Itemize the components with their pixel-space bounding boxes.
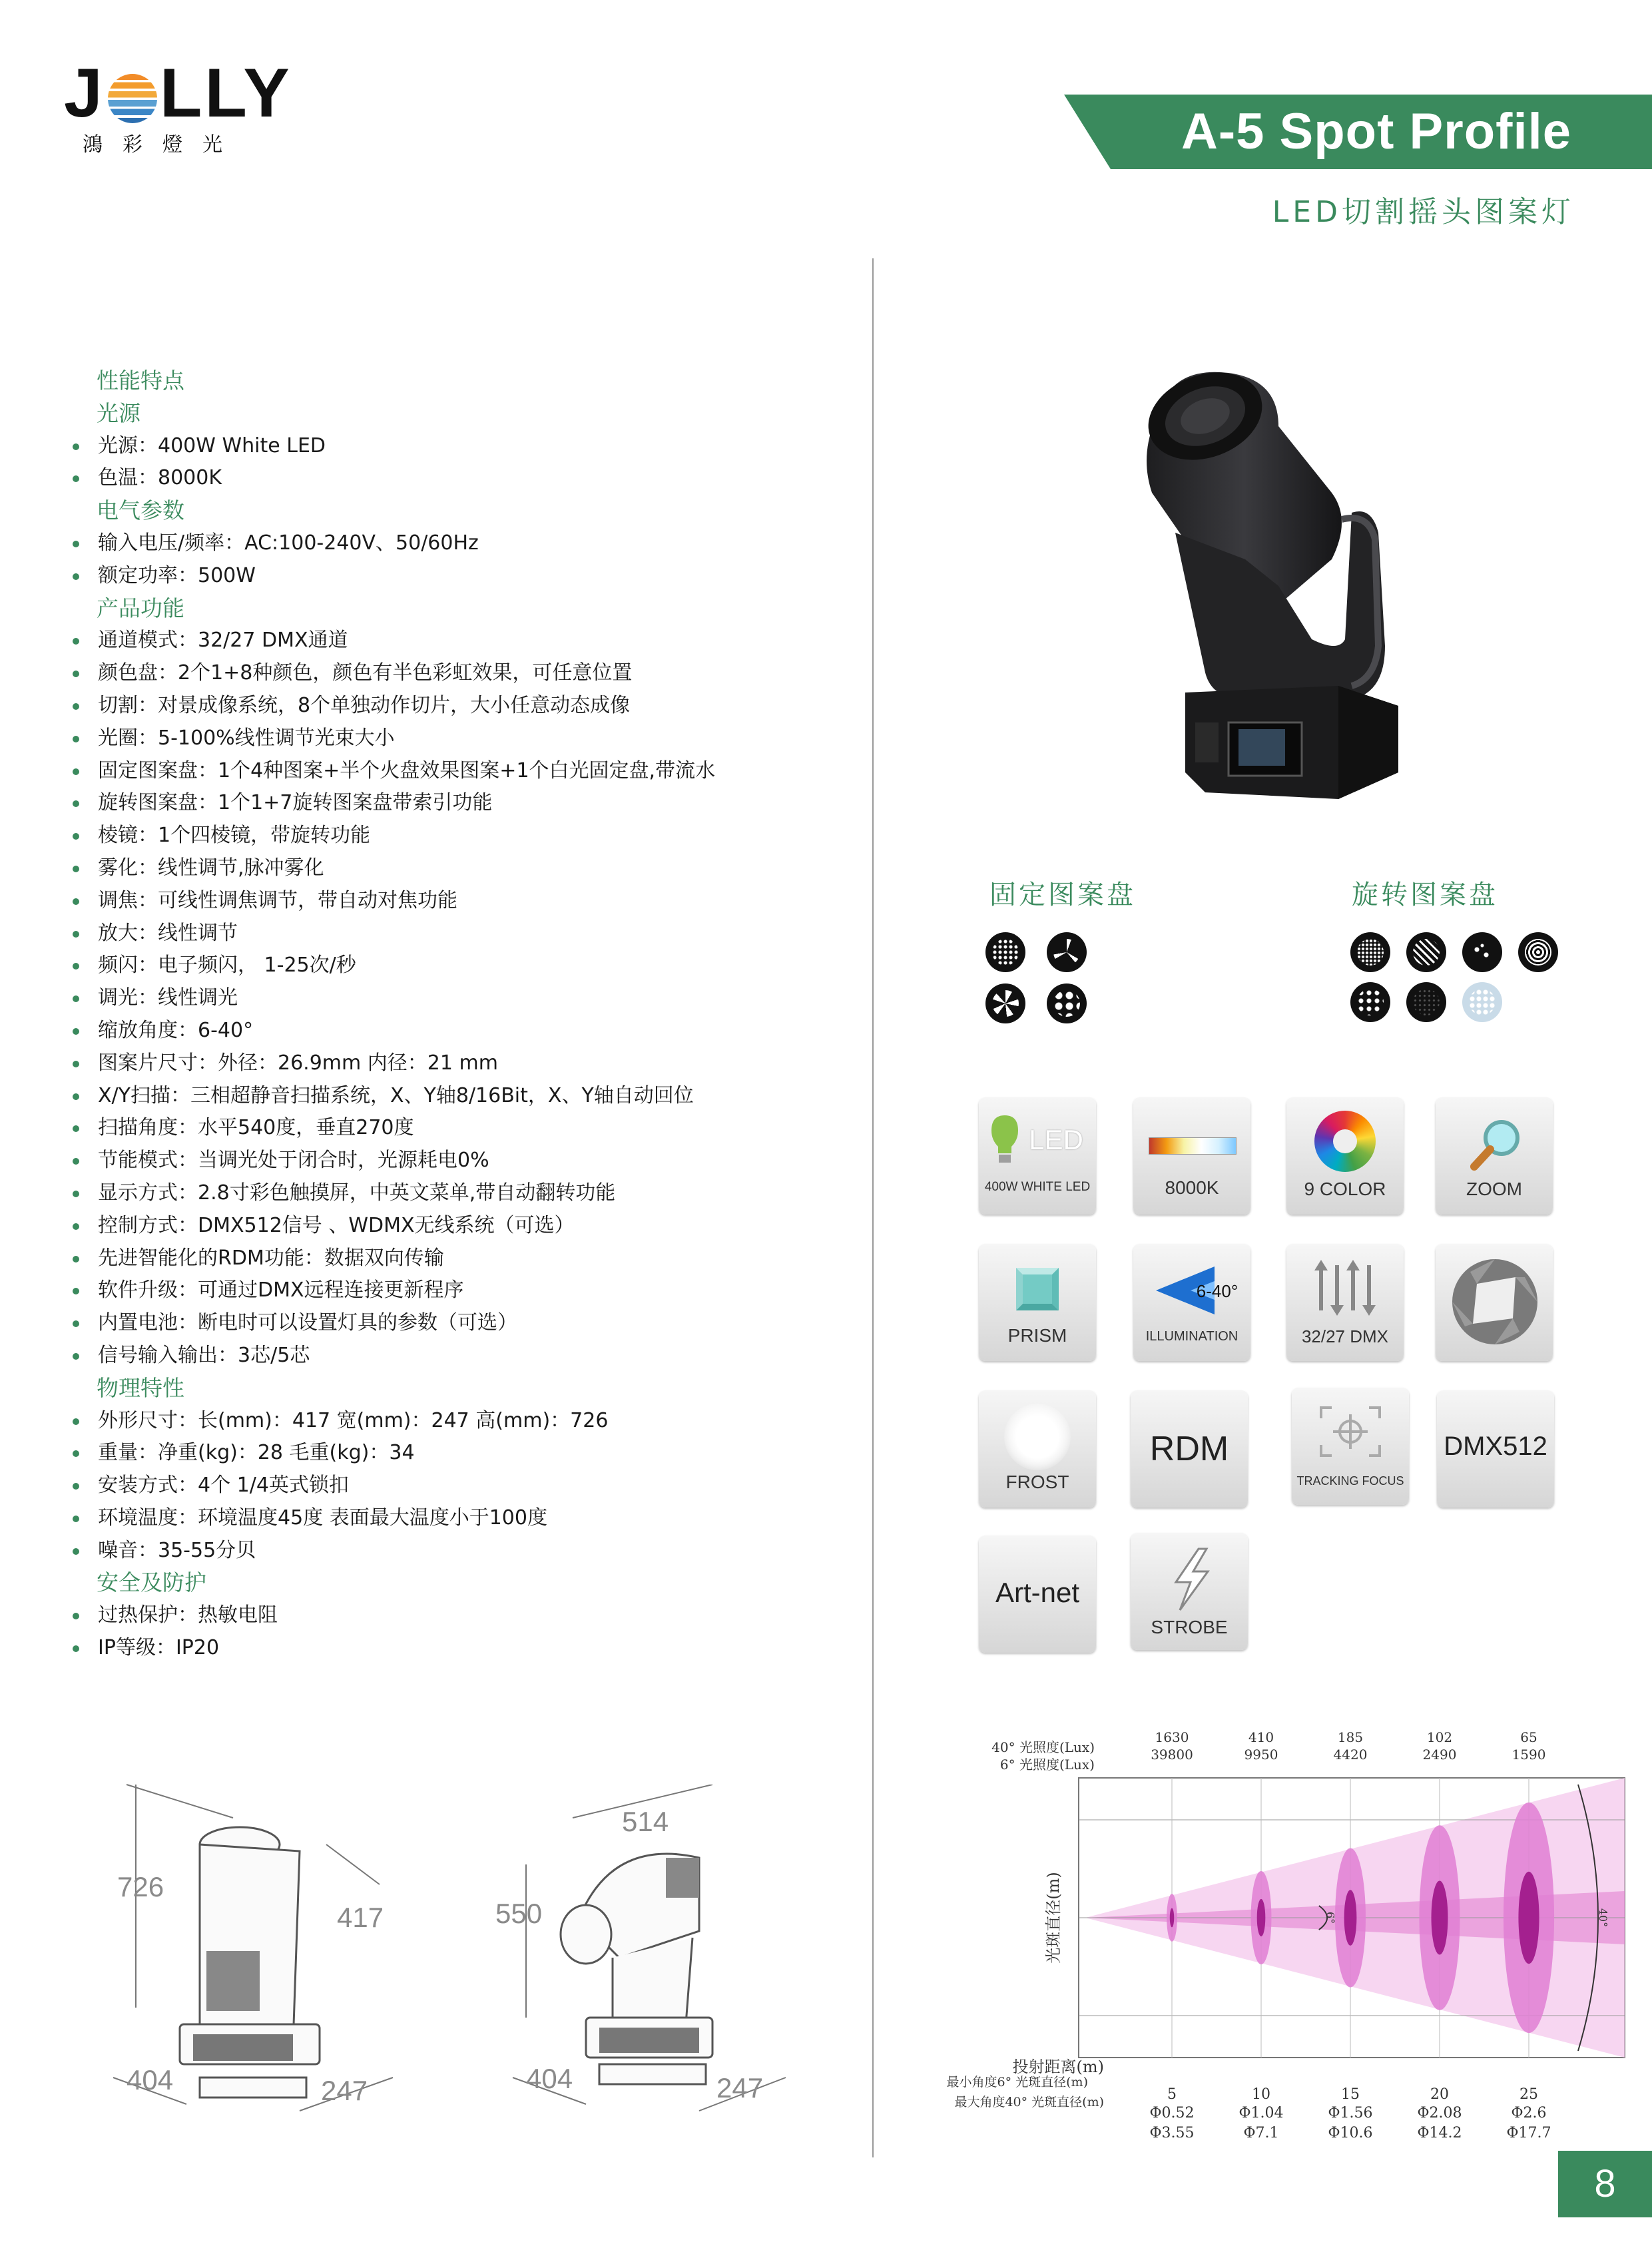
spec-item: IP等级：IP20 — [97, 1632, 856, 1665]
lux6-value: 4420 — [1333, 1747, 1368, 1763]
page-title: A-5 Spot Profile — [1181, 103, 1571, 160]
spec-item: 固定图案盘：1个4种图案+半个火盘效果图案+1个白光固定盘,带流水 — [97, 755, 856, 788]
feature-tile-9-color — [1286, 1097, 1404, 1215]
spec-item: 内置电池：断电时可以设置灯具的参数（可选） — [97, 1307, 856, 1340]
feature-tile-led — [979, 1097, 1096, 1215]
illumination-label: ILLUMINATION — [1145, 1329, 1239, 1344]
strobe-label: STROBE — [1151, 1617, 1228, 1637]
spec-item: 切割：对景成像系统，8个单独动作切片，大小任意动态成像 — [97, 690, 856, 722]
logo-letter-j: J — [64, 55, 105, 132]
arrows-icon — [1312, 1259, 1378, 1316]
spot-6-ellipse — [1344, 1890, 1357, 1946]
fixed-gobo-title: 固定图案盘 — [989, 880, 1136, 910]
feature-tile-prism — [979, 1244, 1096, 1361]
feature-tile-dmx512 — [1437, 1390, 1554, 1508]
rotating-gobo-title: 旋转图案盘 — [1352, 880, 1498, 910]
rotating-gobo-6 — [1406, 982, 1446, 1022]
distance-value: 20 — [1430, 2086, 1449, 2103]
lux40-value: 1630 — [1155, 1729, 1189, 1745]
iris-shutter-icon — [1450, 1257, 1539, 1346]
spec-item: 雾化：线性调节,脉冲雾化 — [97, 852, 856, 885]
lux6-value: 2490 — [1422, 1747, 1457, 1763]
rotating-gobo-5 — [1350, 982, 1390, 1022]
feature-tile-frost — [979, 1390, 1096, 1508]
spec-item: 缩放角度：6-40° — [97, 1015, 856, 1047]
fixed-gobo-3 — [985, 983, 1025, 1023]
front-depth-label: 417 — [337, 1902, 384, 1933]
diameter-40-value: Φ17.7 — [1506, 2125, 1551, 2137]
side-small-label: 247 — [716, 2072, 764, 2103]
lux6-row-label: 6° 光照度(Lux) — [999, 1757, 1095, 1773]
distance-value: 15 — [1341, 2086, 1360, 2103]
spec-item: 过热保护：热敏电阻 — [97, 1599, 856, 1632]
frost-label: FROST — [1005, 1472, 1069, 1492]
distance-value: 10 — [1252, 2086, 1270, 2103]
diameter-40-value: Φ10.6 — [1328, 2125, 1373, 2137]
feature-tile-rdm — [1131, 1390, 1248, 1508]
spec-section-heading: 物理特性 — [97, 1374, 184, 1401]
zoom-icon — [1465, 1115, 1525, 1175]
artnet-label: Art-net — [995, 1577, 1080, 1608]
rotating-gobo-4 — [1518, 932, 1558, 972]
color-wheel-icon — [1314, 1111, 1376, 1172]
led-caption: 400W WHITE LED — [984, 1180, 1091, 1194]
spec-item: 通道模式：32/27 DMX通道 — [97, 625, 856, 657]
logo-letters-lly: LLY — [159, 55, 292, 132]
rotating-gobo-2 — [1406, 932, 1446, 972]
spec-item: 扫描角度：水平540度，垂直270度 — [97, 1112, 856, 1145]
tracking-focus-label: TRACKING FOCUS — [1296, 1474, 1404, 1488]
spec-item: 先进智能化的RDM功能：数据双向传输 — [97, 1243, 856, 1275]
feature-tile-artnet — [979, 1536, 1096, 1653]
feature-tile-8000k — [1133, 1097, 1250, 1215]
spec-section-heading: 产品功能 — [97, 595, 184, 621]
spec-section-heading: 安全及防护 — [97, 1569, 206, 1596]
spec-item: X/Y扫描：三相超静音扫描系统，X、Y轴8/16Bit，X、Y轴自动回位 — [97, 1080, 856, 1113]
fixed-gobo-1 — [985, 932, 1025, 972]
lux6-value: 39800 — [1151, 1747, 1193, 1763]
diameter-40-value: Φ14.2 — [1417, 2125, 1462, 2137]
angle-6-label: 6° — [1324, 1911, 1337, 1924]
spot-6-ellipse — [1432, 1880, 1448, 1954]
feature-tile-dmx-channels — [1286, 1244, 1404, 1361]
front-width-label: 404 — [127, 2064, 174, 2096]
min-angle-row-label: 最小角度6° 光斑直径(m) — [946, 2075, 1088, 2090]
spec-item: 调焦：可线性调焦调节，带自动对焦功能 — [97, 885, 856, 918]
y-axis-label: 光斑直径(m) — [1044, 1872, 1063, 1964]
diameter-40-value: Φ3.55 — [1149, 2125, 1195, 2137]
logo-sun-icon — [108, 74, 157, 123]
lux40-value: 102 — [1426, 1729, 1453, 1745]
rdm-label: RDM — [1149, 1430, 1229, 1468]
spec-item: 控制方式：DMX512信号 、WDMX无线系统（可选） — [97, 1210, 856, 1243]
spec-list — [97, 365, 856, 1665]
lux40-row-label: 40° 光照度(Lux) — [991, 1739, 1095, 1755]
tracking-focus-icon — [1318, 1405, 1382, 1458]
feature-tile-strobe — [1131, 1533, 1248, 1650]
spec-item: 外形尺寸：长(mm)：417 宽(mm)：247 高(mm)：726 — [97, 1405, 856, 1438]
spec-item: 光圈：5-100%线性调节光束大小 — [97, 722, 856, 755]
distance-value: 25 — [1519, 2086, 1538, 2103]
spec-item: 棱镜：1个四棱镜，带旋转功能 — [97, 820, 856, 852]
spec-item: 噪音：35-55分贝 — [97, 1535, 856, 1567]
spec-item: 软件升级：可通过DMX远程连接更新程序 — [97, 1274, 856, 1307]
fixed-gobo-2 — [1047, 932, 1087, 972]
dmx-channels-label: 32/27 DMX — [1301, 1326, 1389, 1346]
diameter-40-value: Φ7.1 — [1243, 2125, 1279, 2137]
logo-chinese-name: 鴻彩燈光 — [83, 133, 242, 156]
diameter-6-value: Φ2.6 — [1511, 2105, 1547, 2121]
spec-item: 显示方式：2.8寸彩色触摸屏，中英文菜单,带自动翻转功能 — [97, 1177, 856, 1210]
prism-icon — [1009, 1261, 1065, 1317]
spec-item: 调光：线性调光 — [97, 982, 856, 1015]
page-number: 8 — [1558, 2151, 1652, 2217]
lightning-icon — [1164, 1546, 1217, 1613]
spec-item: 信号输入输出：3芯/5芯 — [97, 1340, 856, 1372]
spec-section-heading: 性能特点 — [97, 368, 184, 394]
spec-item: 放大：线性调节 — [97, 918, 856, 950]
spec-item: 色温：8000K — [97, 462, 856, 495]
spec-item: 环境温度：环境温度45度 表面最大温度小于100度 — [97, 1502, 856, 1535]
spec-item: 光源：400W White LED — [97, 430, 856, 463]
feature-tile-iris — [1436, 1244, 1553, 1361]
color-temperature-bar — [1149, 1137, 1237, 1155]
spec-item: 图案片尺寸：外径：26.9mm 内径：21 mm — [97, 1047, 856, 1080]
spec-item: 输入电压/频率：AC:100-240V、50/60Hz — [97, 527, 856, 560]
rotating-gobo-3 — [1462, 932, 1502, 972]
product-image — [1112, 360, 1418, 812]
spec-item: 节能模式：当调光处于闭合时，光源耗电0% — [97, 1145, 856, 1177]
page-subtitle: LED切割摇头图案灯 — [1272, 195, 1575, 229]
lux40-value: 185 — [1337, 1729, 1364, 1745]
brand-logo — [64, 55, 292, 132]
column-divider — [872, 258, 874, 2157]
color-label: 9 COLOR — [1304, 1179, 1386, 1199]
spec-section-heading: 电气参数 — [97, 497, 184, 524]
front-height-label: 726 — [117, 1871, 164, 1902]
frost-icon — [1004, 1404, 1071, 1470]
rotating-gobo-7 — [1462, 982, 1502, 1022]
spec-item: 频闪：电子频闪， 1-25次/秒 — [97, 950, 856, 982]
lux6-value: 1590 — [1512, 1747, 1546, 1763]
feature-tile-tracking-focus — [1292, 1388, 1409, 1505]
angle-40-label: 40° — [1597, 1908, 1609, 1928]
rotating-gobo-1 — [1350, 932, 1390, 972]
diameter-6-value: Φ2.08 — [1417, 2105, 1462, 2121]
max-angle-row-label: 最大角度40° 光斑直径(m) — [954, 2095, 1104, 2109]
zoom-label: ZOOM — [1466, 1179, 1522, 1199]
spot-6-ellipse — [1257, 1899, 1266, 1936]
spec-section-heading: 光源 — [97, 400, 140, 426]
beam-chart — [1039, 1725, 1638, 2137]
front-small-label: 247 — [321, 2075, 368, 2106]
spec-item: 旋转图案盘：1个1+7旋转图案盘带索引功能 — [97, 787, 856, 820]
diameter-6-value: Φ1.04 — [1239, 2105, 1284, 2121]
side-width-label: 404 — [526, 2063, 573, 2094]
distance-value: 5 — [1167, 2086, 1177, 2103]
lux40-value: 65 — [1520, 1729, 1537, 1745]
diameter-6-value: Φ1.56 — [1328, 2105, 1373, 2121]
distance-row-label: 投射距离(m) — [1012, 2058, 1104, 2076]
spec-item: 额定功率：500W — [97, 560, 856, 593]
prism-label: PRISM — [1007, 1325, 1067, 1346]
diameter-6-value: Φ0.52 — [1149, 2105, 1195, 2121]
illumination-angle: 6-40° — [1196, 1281, 1239, 1301]
spot-6-ellipse — [1170, 1908, 1174, 1928]
spot-6-ellipse — [1518, 1872, 1539, 1964]
feature-tile-illumination — [1133, 1244, 1250, 1361]
led-label: LED — [1029, 1124, 1083, 1155]
cct-label: 8000K — [1165, 1177, 1219, 1198]
side-height-label: 550 — [495, 1898, 543, 1929]
fixed-gobo-4 — [1047, 983, 1087, 1023]
feature-tile-zoom — [1436, 1097, 1553, 1215]
lux6-value: 9950 — [1244, 1747, 1278, 1763]
side-top-label: 514 — [622, 1806, 669, 1837]
lux40-value: 410 — [1248, 1729, 1274, 1745]
spec-item: 安装方式：4个 1/4英式锁扣 — [97, 1470, 856, 1502]
dmx512-label: DMX512 — [1444, 1432, 1547, 1461]
spec-item: 颜色盘：2个1+8种颜色，颜色有半色彩虹效果，可任意位置 — [97, 657, 856, 690]
spec-item: 重量：净重(kg)：28 毛重(kg)：34 — [97, 1437, 856, 1470]
